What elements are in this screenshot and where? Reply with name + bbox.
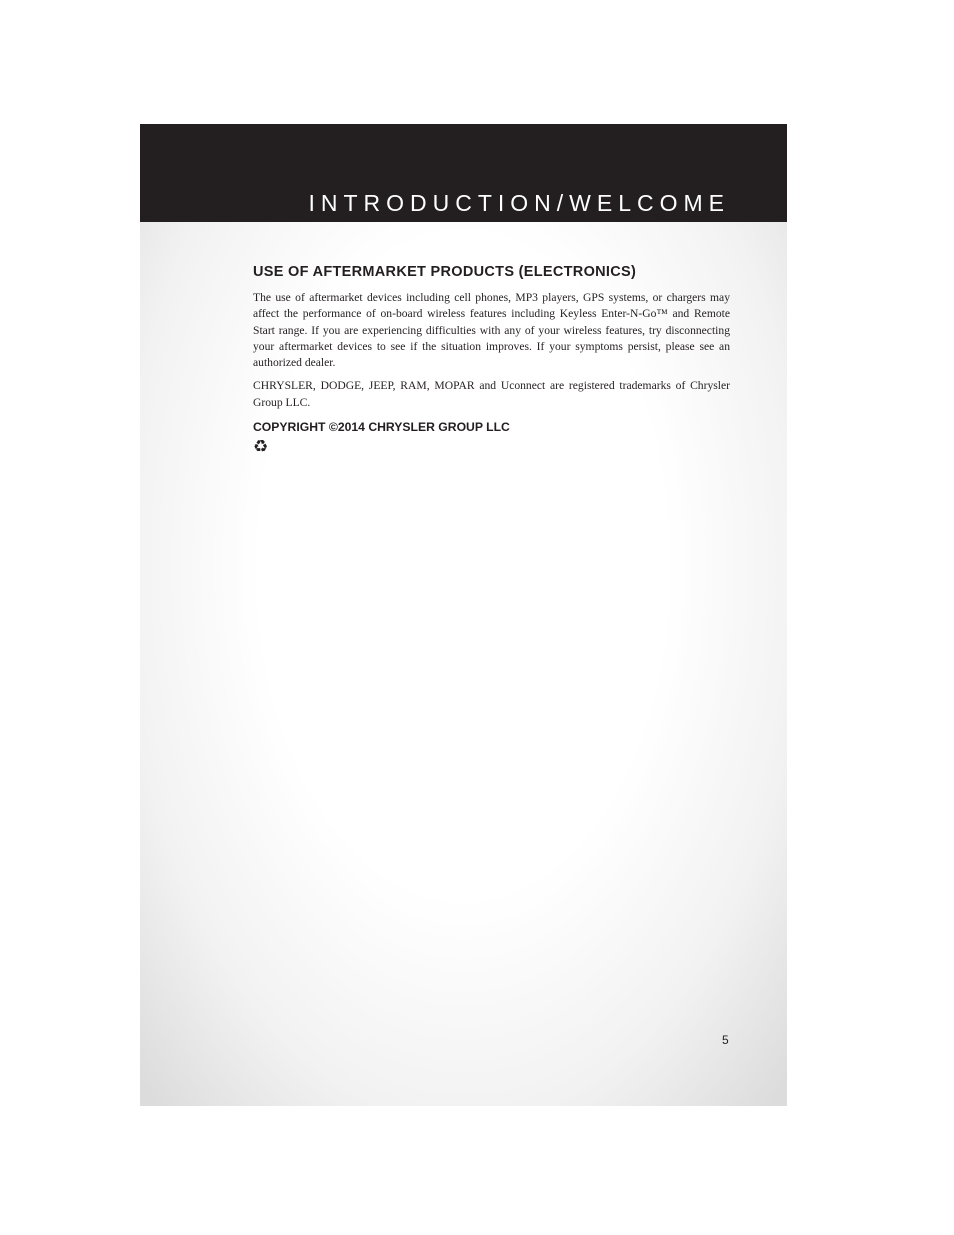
- trademark-paragraph: CHRYSLER, DODGE, JEEP, RAM, MOPAR and Uconnect are registered trademarks of Chrysler Group LLC.: [253, 379, 730, 409]
- recycle-icon: ♻: [253, 437, 269, 458]
- header-band: [140, 124, 787, 222]
- section-heading: USE OF AFTERMARKET PRODUCTS (ELECTRONICS): [253, 264, 637, 280]
- copyright-notice: COPYRIGHT ©2014 CHRYSLER GROUP LLC: [253, 420, 510, 435]
- chapter-title: INTRODUCTION/WELCOME: [308, 190, 730, 216]
- aftermarket-paragraph: The use of aftermarket devices including cell phones, MP3 players, GPS systems, or chargers may affect the performance of on-board wireless features including Keyless Enter-N-Go™ and Remote Start range. If you are experiencing difficulties with any of your wireless features, try disconnecting your aftermarket devices to see if the situation improves. If your symptoms persist, please see an authorized dealer.: [253, 291, 730, 370]
- content-area: [253, 264, 730, 457]
- page-number: 5: [722, 1033, 729, 1047]
- manual-page: [140, 124, 787, 1106]
